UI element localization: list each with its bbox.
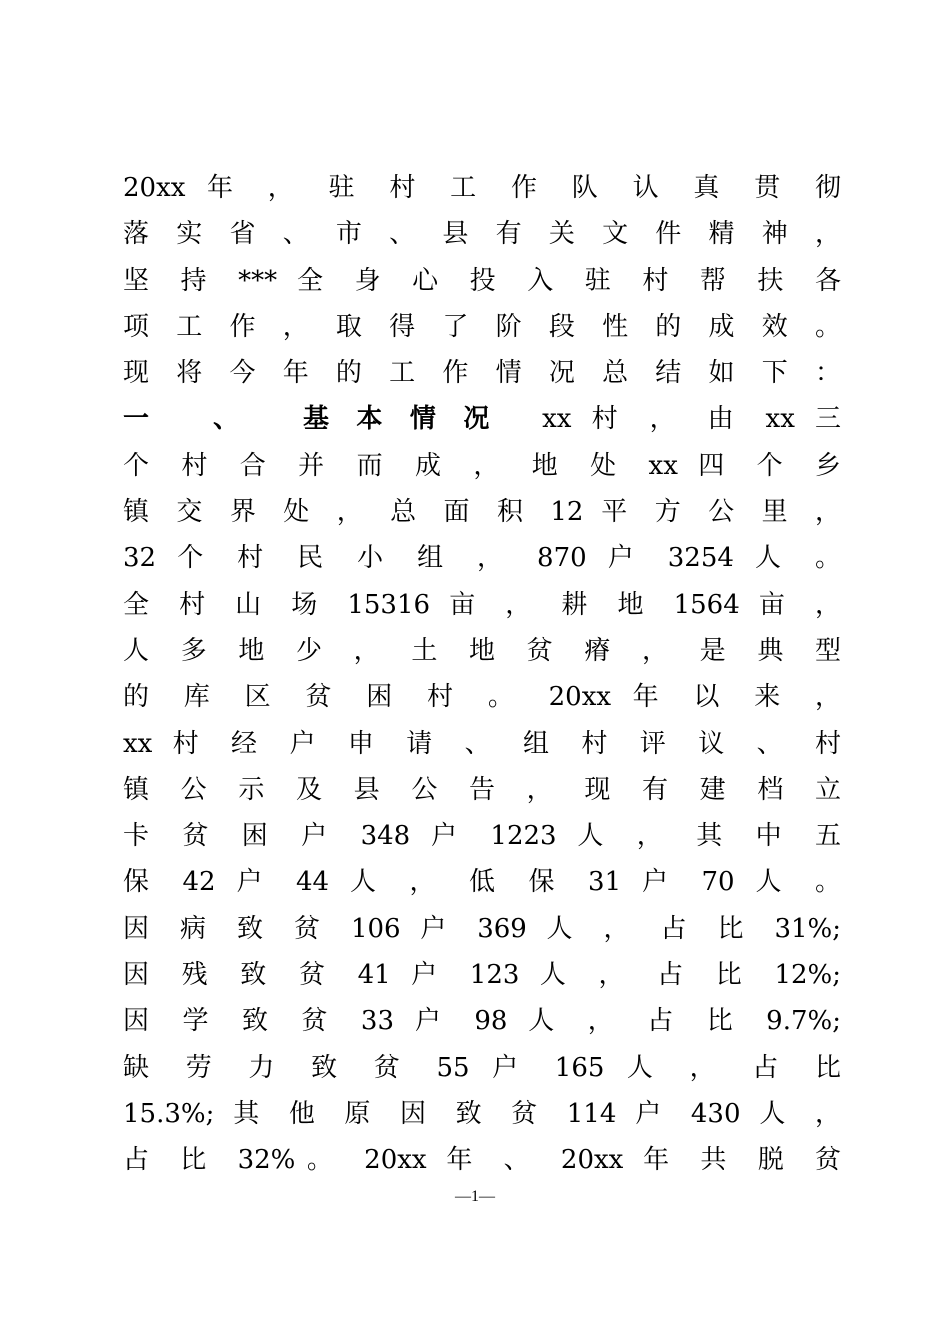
text-line-9: 32 个 村 民 小 组 ， 870 户 3254 人 。 xyxy=(123,543,841,574)
text-line-10: 全 村 山 场 15316 亩 ， 耕 地 1564 亩 ， xyxy=(123,589,841,620)
text-line-1: 20xx 年 ， 驻 村 工 作 队 认 真 贯 彻 xyxy=(123,173,841,203)
text-line-21: 15.3%; 其 他 原 因 致 贫 114 户 430 人 ， xyxy=(123,1098,841,1129)
text-line-16: 保 42 户 44 人 ， 低 保 31 户 70 人 。 xyxy=(123,867,841,898)
document-body xyxy=(123,165,841,1184)
text-line-22: 占 比 32%。 20xx 年 、 20xx 年 共 脱 贫 xyxy=(123,1145,841,1176)
text-line-15: 卡 贫 困 户 348 户 1223 人 ， 其 中 五 xyxy=(123,821,841,852)
text-line-4: 项 工 作 ， 取 得 了 阶 段 性 的 成 效 。 xyxy=(123,311,841,342)
text-line-2: 落 实 省 、 市 、 县 有 关 文 件 精 神 ， xyxy=(123,219,841,250)
text-line-11: 人 多 地 少 ， 土 地 贫 瘠 ， 是 典 型 xyxy=(123,635,841,666)
text-line-5: 现 将 今 年 的 工 作 情 况 总 结 如 下 ： xyxy=(123,358,841,389)
text-line-14: 镇 公 示 及 县 公 告 ， 现 有 建 档 立 xyxy=(123,774,841,805)
text-line-17: 因 病 致 贫 106 户 369 人 ， 占 比 31%; xyxy=(123,913,841,944)
text-line-18: 因 残 致 贫 41 户 123 人 ， 占 比 12%; xyxy=(123,960,841,991)
section-heading-line xyxy=(123,396,841,442)
text-line-20: 缺 劳 力 致 贫 55 户 165 人 ， 占 比 xyxy=(123,1052,841,1083)
page-number: —1— xyxy=(455,1188,495,1205)
text-line-8: 镇 交 界 处 ， 总 面 积 12 平 方 公 里 ， xyxy=(123,497,841,528)
text-line-19: 因 学 致 贫 33 户 98 人 ， 占 比 9.7%; xyxy=(123,1006,841,1037)
text-line-3: 坚 持 *** 全 身 心 投 入 驻 村 帮 扶 各 xyxy=(123,265,841,296)
text-line-13: xx 村 经 户 申 请 、 组 村 评 议 、 村 xyxy=(123,728,841,759)
section-heading-rest: xx 村 ， 由 xx 三 xyxy=(542,404,841,435)
text-line-12: 的 库 区 贫 困 村 。 20xx 年 以 来 ， xyxy=(123,682,841,713)
section-heading: 一 、 基本情况 xyxy=(123,404,517,435)
text-line-7: 个 村 合 并 而 成 ， 地 处 xx 四 个 乡 xyxy=(123,450,841,481)
